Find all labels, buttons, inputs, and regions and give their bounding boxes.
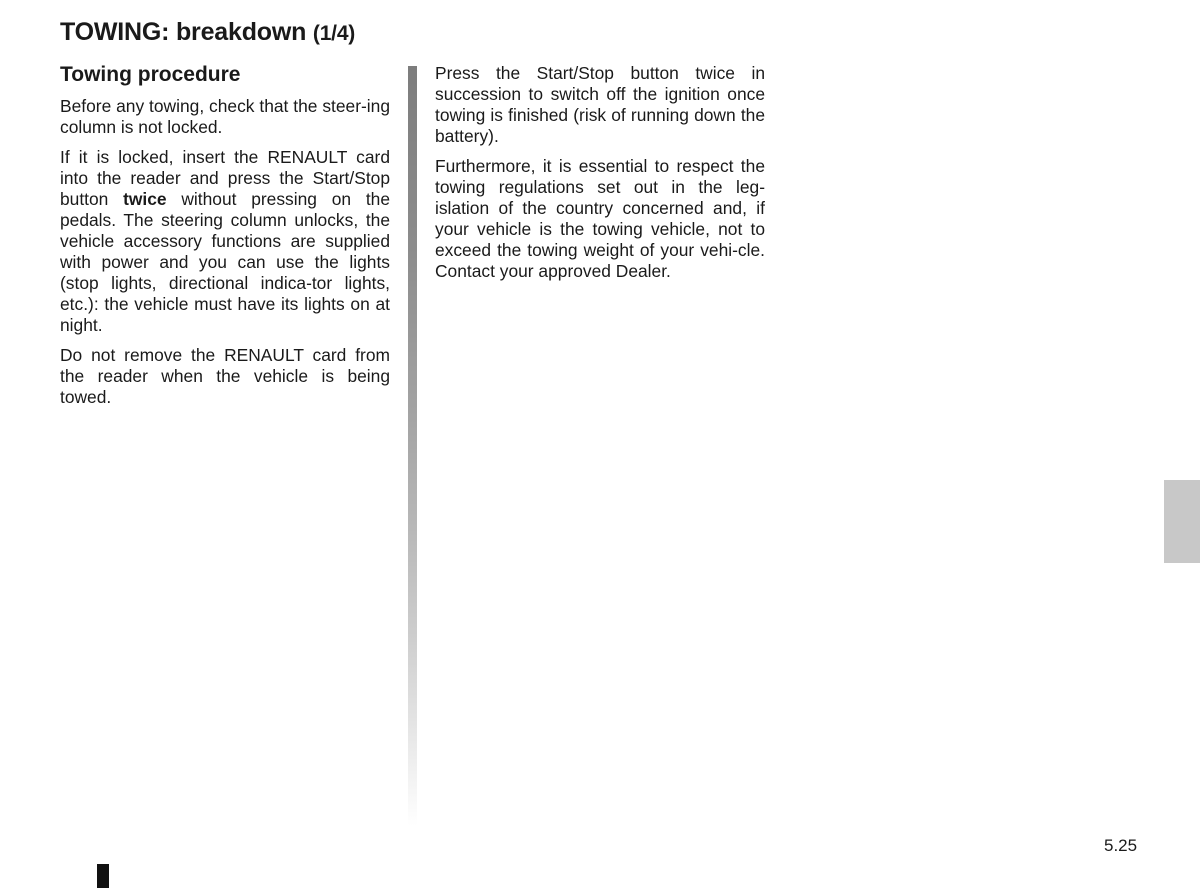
paragraph-card-instructions	[60, 147, 390, 336]
column-divider	[408, 66, 417, 826]
right-column	[435, 63, 765, 291]
print-corner-mark	[97, 864, 109, 888]
page-title-main: TOWING: breakdown	[60, 18, 307, 46]
paragraph-card-warning: Do not remove the RENAULT card from the reader when the vehicle is being towed.	[60, 345, 390, 407]
page-number: 5.25	[1104, 836, 1138, 855]
paragraph-card-instructions-end: without pressing on the pedals. The steering column unlocks, the vehicle accessory functions are supplied with power and you can use the lights (stop lights, directional indica-tor lights, etc.): the vehicle must have its lights on at night.	[60, 189, 390, 335]
paragraph-card-instructions-start: If it is locked, insert the RENAULT card into the reader and press the Start/Stop button	[60, 147, 390, 209]
section-thumb-tab	[1164, 480, 1200, 563]
left-column	[60, 62, 390, 417]
section-heading: Towing procedure	[60, 63, 241, 86]
paragraph-steering-check: Before any towing, check that the steer-ing column is not locked.	[60, 96, 390, 137]
page-title	[60, 18, 355, 47]
paragraph-ignition-off: Press the Start/Stop button twice in succession to switch off the ignition once towing is finished (risk of running down the battery).	[435, 63, 765, 146]
page-title-part: (1/4)	[312, 22, 356, 45]
paragraph-regulations: Furthermore, it is essential to respect the towing regulations set out in the leg-islation of the country concerned and, if your vehicle is the towing vehicle, not to exceed the towing weight of your vehi-cle. Contact your approved Dealer.	[435, 156, 765, 281]
emphasis-twice: twice	[123, 189, 167, 209]
